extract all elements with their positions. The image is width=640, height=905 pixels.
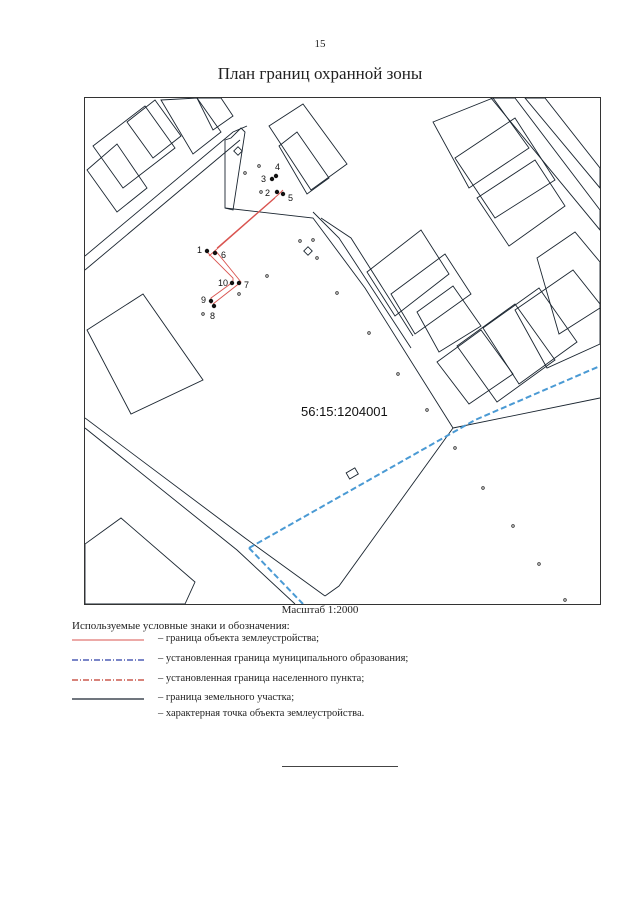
point-7 bbox=[237, 281, 241, 285]
building-block-8 bbox=[367, 230, 449, 316]
legend-item-characteristic-point bbox=[72, 707, 552, 723]
map-svg bbox=[85, 98, 600, 604]
building-block-4 bbox=[197, 98, 233, 130]
point-2 bbox=[275, 190, 279, 194]
street-edge-2 bbox=[313, 212, 411, 348]
legend-label: – характерная точка объекта землеустройства. bbox=[158, 708, 365, 719]
point-label-4: 4 bbox=[275, 162, 281, 172]
dashed-boundaries bbox=[249, 366, 600, 604]
point-3 bbox=[270, 177, 274, 181]
point-6 bbox=[213, 251, 217, 255]
building-block-3 bbox=[161, 98, 221, 154]
legend-item-object-boundary bbox=[72, 632, 552, 648]
map-scale: Масштаб 1:2000 bbox=[281, 604, 359, 616]
cadastral-map bbox=[84, 97, 601, 605]
legend-sample-solid-red bbox=[72, 632, 144, 648]
point-label-8: 8 bbox=[210, 311, 216, 321]
scatter-markers bbox=[202, 165, 567, 602]
legend-label: – граница земельного участка; bbox=[158, 692, 295, 703]
road-edge-lower-left bbox=[85, 140, 240, 270]
page-title: План границ охранной зоны bbox=[217, 64, 423, 83]
legend-sample-dashdot-red bbox=[72, 672, 144, 688]
building-block-5 bbox=[87, 144, 147, 212]
point-label-6: 6 bbox=[221, 250, 227, 260]
point-label-9: 9 bbox=[201, 295, 207, 305]
page-number: 15 bbox=[314, 38, 326, 50]
point-9 bbox=[209, 299, 213, 303]
building-block-15 bbox=[457, 304, 555, 402]
small-structure-2 bbox=[234, 147, 242, 155]
street-edge-3 bbox=[321, 218, 413, 336]
building-block-7 bbox=[279, 132, 329, 194]
legend-sample-dot bbox=[72, 707, 144, 723]
legend-sample-dashdot-blue bbox=[72, 652, 144, 668]
point-1 bbox=[205, 249, 209, 253]
point-labels bbox=[197, 162, 293, 321]
legend-heading: Используемые условные знаки и обозначения: bbox=[72, 620, 290, 632]
point-label-2: 2 bbox=[265, 188, 271, 198]
legend-sample-solid-dark bbox=[72, 691, 144, 707]
small-structure-1 bbox=[346, 468, 358, 479]
point-label-1: 1 bbox=[197, 245, 203, 255]
object-boundary-outer bbox=[213, 250, 241, 304]
point-label-10: 10 bbox=[218, 278, 229, 288]
building-block-18 bbox=[437, 330, 513, 404]
object-boundary-upper-2 bbox=[209, 198, 275, 256]
cadastral-number: 56:15:1204001 bbox=[301, 404, 388, 419]
legend-label: – установленная граница населенного пункта; bbox=[158, 673, 365, 684]
building-block-11 bbox=[433, 98, 529, 188]
signature-line bbox=[282, 766, 398, 767]
parcel-lower-left bbox=[87, 294, 203, 414]
legend-label: – установленная граница муниципального образования; bbox=[158, 653, 409, 664]
building-block-13 bbox=[477, 160, 565, 246]
legend-label: – граница объекта землеустройства; bbox=[158, 633, 320, 644]
boundary-dashed-main bbox=[249, 366, 600, 548]
small-structure-3 bbox=[304, 247, 312, 255]
point-label-5: 5 bbox=[288, 193, 294, 203]
point-4 bbox=[274, 174, 278, 178]
street-edge-5 bbox=[525, 98, 600, 188]
parcel-bottom-left bbox=[85, 518, 195, 604]
legend-item-parcel-boundary bbox=[72, 691, 552, 707]
point-10 bbox=[230, 281, 234, 285]
parcel-edge-east bbox=[453, 398, 600, 428]
building-block-6 bbox=[269, 104, 347, 190]
building-block-14 bbox=[537, 232, 600, 334]
point-8 bbox=[212, 304, 216, 308]
strip-parcel bbox=[225, 128, 245, 210]
legend-item-settlement-boundary bbox=[72, 672, 552, 688]
parcel-edge-south bbox=[325, 428, 453, 596]
building-block-16 bbox=[483, 288, 577, 384]
boundary-dashed-south bbox=[249, 548, 303, 604]
building-block-17 bbox=[515, 270, 600, 368]
street-edge-1 bbox=[225, 208, 453, 428]
point-5 bbox=[281, 192, 285, 196]
building-block-1 bbox=[93, 106, 175, 188]
parcel-boundaries bbox=[85, 98, 600, 604]
legend-item-municipal-boundary bbox=[72, 652, 552, 668]
point-label-7: 7 bbox=[244, 280, 250, 290]
point-label-3: 3 bbox=[261, 174, 267, 184]
road-edge-lower-1 bbox=[85, 418, 325, 596]
building-block-10 bbox=[417, 286, 481, 352]
road-edge-upper-left bbox=[85, 126, 247, 256]
object-boundary-upper bbox=[217, 190, 283, 248]
